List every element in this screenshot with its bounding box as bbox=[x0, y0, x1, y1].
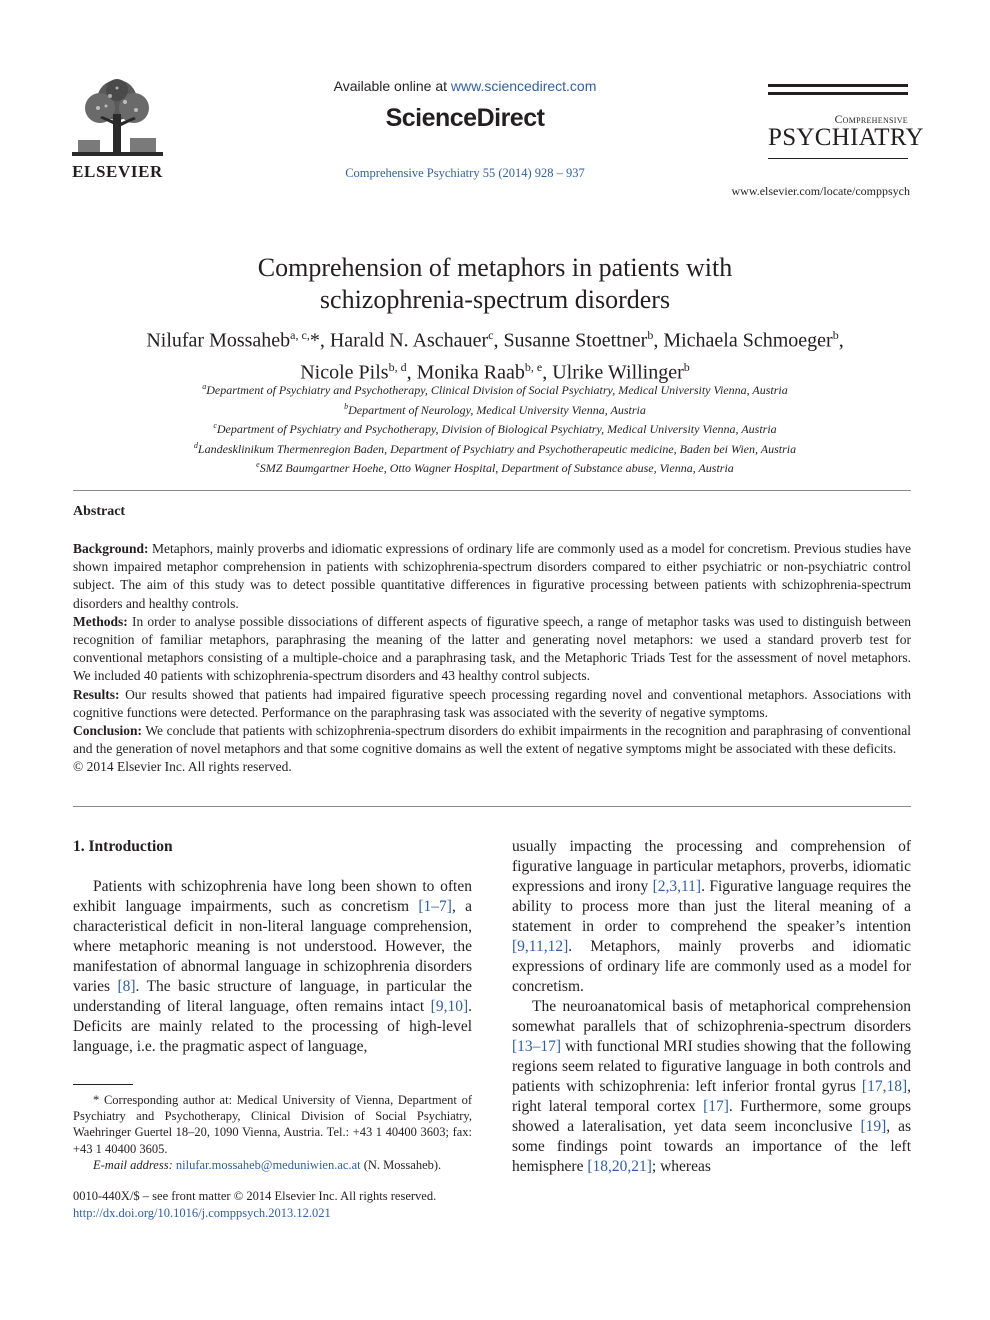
background-label: Background: bbox=[73, 541, 149, 556]
affiliation-text: Department of Neurology, Medical University Vienna, Austria bbox=[348, 402, 646, 417]
text-run: , as some findings point towards an importance of the left hemisphere bbox=[512, 1118, 911, 1175]
citation-link[interactable]: [13–17] bbox=[512, 1038, 562, 1055]
footnote-corresponding bbox=[73, 1092, 472, 1157]
abstract-conclusion bbox=[73, 722, 911, 758]
conclusion-label: Conclusion: bbox=[73, 723, 143, 739]
email-owner: (N. Mossaheb). bbox=[360, 1157, 442, 1172]
text-run: usually impacting the processing and comprehension of figurative language in particular metaphors, proverbs, idiomatic expressions and irony bbox=[512, 838, 911, 895]
abstract-body bbox=[73, 540, 911, 777]
affiliation-sup: b bbox=[344, 401, 349, 411]
sciencedirect-wordmark: ScienceDirect bbox=[385, 104, 545, 132]
corresponding-mark[interactable]: * bbox=[309, 329, 320, 352]
text-run: with functional MRI studies showing that the following regions seem related to figurative language in both controls and patients with schizophrenia: left inferior frontal gyrus bbox=[512, 1038, 911, 1095]
author-affil-sup: b bbox=[647, 328, 654, 342]
affiliation-item bbox=[70, 457, 920, 477]
author-affil-sup: b, e bbox=[524, 359, 543, 374]
intro-paragraph-2 bbox=[512, 837, 911, 997]
results-text: Our results showed that patients had impaired figurative speech processing regarding novel and conventional metaphors. Associations with cognitive functions were detected. Performance on the paraphrasing task was associated with the severity of negative symptoms. bbox=[73, 686, 911, 720]
author-affil-sup: a, c, bbox=[290, 328, 310, 342]
text-run: . Deficits are mainly related to the processing of high-level language, i.e. the pragmatic aspect of language, bbox=[73, 998, 472, 1055]
citation-link[interactable]: [19] bbox=[860, 1118, 887, 1135]
author-name[interactable]: Nicole Pils bbox=[300, 361, 389, 384]
intro-paragraph-3 bbox=[512, 997, 911, 1177]
doi-link[interactable]: http://dx.doi.org/10.1016/j.comppsych.2013.12.021 bbox=[73, 1205, 331, 1220]
affiliation-text: Landesklinikum Thermenregion Baden, Department of Psychiatry and Psychotherapeutic medicine, Baden bei Wien, Austria bbox=[197, 441, 797, 456]
citation-link[interactable]: [2,3,11] bbox=[652, 878, 702, 895]
available-online bbox=[250, 78, 680, 94]
citation-link[interactable]: [9,10] bbox=[430, 998, 469, 1015]
corresponding-author-footnote bbox=[73, 1092, 472, 1173]
abstract-methods bbox=[73, 613, 911, 686]
abstract-background bbox=[73, 540, 911, 613]
affiliation-item bbox=[70, 418, 920, 438]
footnote-text: Corresponding author at: Medical University of Vienna, Department of Psychiatry and Psychotherapy, Clinical Division of Social Psychiatry, Waehringer Guertel 18–20, 1090 Vienna, Austria. Tel.: +43 1 40400 3603; fax: +43 1 40400 3605. bbox=[73, 1093, 472, 1156]
text-run: Patients with schizophrenia have long been shown to often exhibit language impairments, such as concretism bbox=[73, 878, 472, 915]
abstract-heading: Abstract bbox=[73, 504, 126, 519]
elsevier-logo bbox=[70, 78, 165, 182]
affiliation-sup: a bbox=[202, 382, 207, 391]
author-name[interactable]: Michaela Schmoeger bbox=[663, 329, 833, 352]
author-name[interactable]: Susanne Stoettner bbox=[503, 329, 648, 352]
abstract-copyright: © 2014 Elsevier Inc. All rights reserved. bbox=[73, 759, 292, 775]
author-affil-sup: b, d bbox=[388, 359, 407, 374]
elsevier-wordmark: ELSEVIER bbox=[72, 162, 163, 181]
article-title bbox=[150, 252, 840, 316]
citation-link[interactable]: [9,11,12] bbox=[512, 938, 569, 955]
author-affil-sup: b bbox=[683, 359, 690, 374]
text-run: , a characteristical deficit in non-literal language comprehension, where metaphoric meaning is not understood. However, the manifestation of abnormal language in schizophrenia disorders varies bbox=[73, 898, 472, 995]
conclusion-text: We conclude that patients with schizophrenia-spectrum disorders do exhibit impairments in the recognition and paraphrasing of conventional and the generation of novel metaphors and that some cognitive domains as well the extent of negative symptoms might be associated with these deficits. bbox=[73, 723, 911, 757]
methods-label: Methods: bbox=[73, 613, 128, 629]
author-name[interactable]: Harald N. Aschauer bbox=[329, 329, 489, 352]
email-label: E-mail address: bbox=[93, 1157, 173, 1172]
title-line-1: Comprehension of metaphors in patients with bbox=[257, 253, 733, 282]
affiliation-text: Department of Psychiatry and Psychotherapy, Division of Biological Psychiatry, Medical University Vienna, Austria bbox=[216, 422, 777, 436]
journal-rule-top bbox=[768, 84, 908, 87]
methods-text: In order to analyse possible dissociations of different aspects of figurative speech, a range of metaphor tasks was used to distinguish between recognition of familiar metaphors, paraphrasing the meaning of the latter and generating novel metaphors: we used a standard proverb test for conventional metaphors consisting of a multiple-choice and a paraphrasing task, and the Metaphoric Triads Test for the assessment of novel metaphors. We included 40 patients with schizophrenia-spectrum disorders and 43 healthy control subjects. bbox=[73, 613, 911, 684]
journal-name-big: PSYCHIATRY bbox=[768, 124, 924, 151]
journal-url[interactable]: www.elsevier.com/locate/comppsych bbox=[731, 184, 910, 198]
section-heading-introduction: 1. Introduction bbox=[73, 838, 173, 855]
abstract-results bbox=[73, 686, 911, 722]
right-column bbox=[512, 837, 911, 1177]
title-line-2: schizophrenia-spectrum disorders bbox=[319, 285, 671, 314]
intro-paragraph-1 bbox=[73, 877, 472, 1057]
affiliation-sup: c bbox=[213, 421, 217, 430]
affiliation-list bbox=[70, 379, 920, 477]
author-name[interactable]: Monika Raab bbox=[416, 361, 525, 384]
background-text: Metaphors, mainly proverbs and idiomatic expressions of ordinary life are commonly used as a model for concretism. Previous studies have shown impaired metaphor comprehension in patients with schizophrenia-spectrum disorders compared to either psychiatric or non-psychiatric control subject. The aim of this study was to detect possible quantitative differences in figurative processing between patients with schizophrenia-spectrum disorders and healthy controls. bbox=[73, 541, 911, 611]
text-run: . Metaphors, mainly proverbs and idiomatic expressions of ordinary life are commonly used as a model for concretism. bbox=[512, 938, 911, 995]
author-name[interactable]: Ulrike Willinger bbox=[552, 361, 684, 384]
affiliation-item bbox=[70, 438, 920, 458]
available-online-label: Available online at bbox=[333, 78, 451, 94]
affiliation-sup: d bbox=[193, 440, 198, 450]
text-run: , right lateral temporal cortex bbox=[512, 1078, 911, 1115]
affiliation-item bbox=[70, 399, 920, 419]
abstract-bottom-divider bbox=[73, 806, 911, 807]
author-list: Nilufar Mossaheb$^{a, c,}$*, Harald N. Aschauer$^c$, Susanne Stoettner$^b$, Michaela Schmoeger$^b$, Nicole Pils$^{b, d}$, Monika Raab$^{b, e}$, Ulrike Willinger$^b$ bbox=[146, 328, 844, 384]
citation-link[interactable]: [1–7] bbox=[418, 898, 452, 915]
citation-link[interactable]: [8] bbox=[117, 978, 136, 995]
author-affil-sup: b bbox=[832, 328, 839, 342]
affiliation-sup: e bbox=[256, 460, 260, 469]
citation-link[interactable]: [18,20,21] bbox=[587, 1158, 652, 1175]
text-run: . Furthermore, some groups showed a lateralisation, yet data seem inconclusive bbox=[512, 1098, 912, 1135]
affiliation-text: Department of Psychiatry and Psychotherapy, Clinical Division of Social Psychiatry, Medical University Vienna, Austria bbox=[206, 383, 788, 397]
text-run: ; whereas bbox=[651, 1158, 711, 1175]
footnote-star: * bbox=[93, 1093, 100, 1107]
left-column bbox=[73, 837, 472, 1057]
text-run: . Figurative language requires the ability to process more than just the literal meaning of a statement in order to comprehend the speaker’s intention bbox=[512, 878, 912, 935]
elsevier-tree-icon bbox=[70, 78, 165, 160]
text-run: . The basic structure of language, in particular the understanding of literal language, often remains intact bbox=[73, 978, 473, 1015]
abstract-top-divider bbox=[73, 490, 911, 491]
footnote-divider bbox=[73, 1084, 133, 1085]
journal-rule-mid bbox=[768, 92, 908, 95]
affiliation-item bbox=[70, 379, 920, 399]
sciencedirect-link[interactable]: www.sciencedirect.com bbox=[450, 78, 597, 94]
results-label: Results: bbox=[73, 686, 120, 702]
front-matter bbox=[73, 1188, 493, 1221]
journal-name-small: Comprehensive bbox=[834, 114, 908, 126]
journal-rule-bottom bbox=[768, 158, 908, 159]
footnote-email bbox=[73, 1157, 472, 1173]
citation-link[interactable]: [17] bbox=[703, 1098, 729, 1115]
text-run: The neuroanatomical basis of metaphorical comprehension somewhat parallels that of schizophrenia-spectrum disorders bbox=[512, 998, 911, 1035]
author-name[interactable]: Nilufar Mossaheb bbox=[146, 329, 291, 352]
journal-citation[interactable]: Comprehensive Psychiatry 55 (2014) 928 – 937 bbox=[345, 166, 585, 180]
email-link[interactable]: nilufar.mossaheb@meduniwien.ac.at bbox=[175, 1157, 361, 1172]
issn-line: 0010-440X/$ – see front matter © 2014 Elsevier Inc. All rights reserved. bbox=[73, 1189, 437, 1203]
citation-link[interactable]: [17,18] bbox=[861, 1078, 908, 1095]
affiliation-text: SMZ Baumgartner Hoehe, Otto Wagner Hospital, Department of Substance abuse, Vienna, Austria bbox=[259, 461, 734, 475]
author-affil-sup: c bbox=[488, 328, 494, 342]
